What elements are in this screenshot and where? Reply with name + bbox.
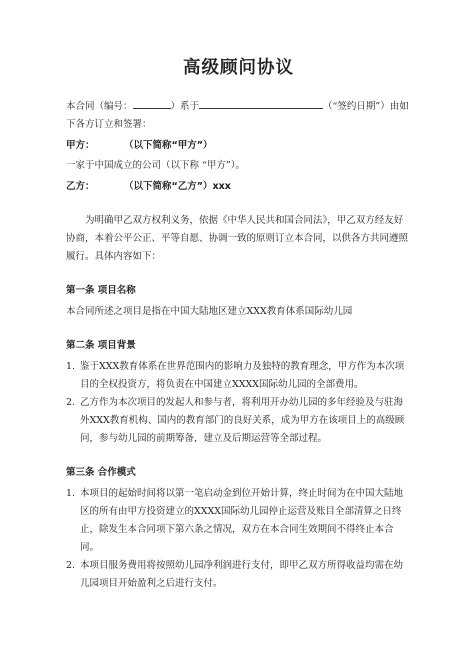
article-2-heading: 第二条 项目背景 (66, 340, 136, 351)
article-3-item (66, 557, 411, 593)
item-text: 乙方作为本次项目的发起人和参与者，将利用开办幼儿园的多年经验及与驻海外XXX教育机构、国内的教育部门的良好关系，成为甲方在该项目上的高级顾问，参与幼儿园的前期筹备，建立及后期运营等全部过程。 (80, 397, 405, 444)
party-b-label: 乙方： (66, 181, 95, 192)
intro-text-2: ）系于 (170, 101, 200, 112)
article-3-heading: 第三条 合作模式 (66, 467, 136, 478)
party-a-alias: （以下简称“甲方”） (124, 140, 213, 151)
article-3-item (66, 485, 411, 557)
party-a-description: 一家于中国成立的公司（以下称 “甲方”）。 (66, 160, 245, 171)
party-b-alias: （以下简称“乙方”）xxx (124, 181, 231, 192)
intro-paragraph (66, 96, 411, 134)
item-number: 1. (66, 488, 76, 499)
document-title: 高级顾问协议 (183, 58, 294, 78)
signing-date-blank (199, 96, 323, 109)
preamble-paragraph: 为明确甲乙双方权利义务，依据《中华人民共和国合同法》，甲乙双方经友好协商，本着公平公正、平等自愿、协调一致的原则订立本合同，以供各方共同遵照履行。具体内容如下： (66, 215, 409, 262)
item-number: 2. (66, 560, 76, 571)
item-number: 2. (66, 397, 76, 408)
article-2-item (66, 394, 411, 448)
item-text: 鉴于XXX教育体系在世界范围内的影响力及独特的教育理念，甲方作为本次项目的全权投资方，将负责在中国建立XXXX国际幼儿园的全部费用。 (80, 361, 405, 390)
item-text: 本项目的起始时间将以第一笔启动金到位开始计算，终止时间为在中国大陆地区的所有由甲方投资建立的XXXX国际幼儿园停止运营及账目全部清算之日终止，除发生本合同项下第六条之情况，双方在本合同生效期间不得终止本合同。 (80, 488, 404, 553)
article-1-heading: 第一条 项目名称 (66, 285, 136, 296)
article-1-body: 本合同所述之项目是指在中国大陆地区建立XXX教育体系国际幼儿园 (66, 306, 353, 317)
contract-number-blank (133, 96, 171, 109)
item-text: 本项目服务费用将按照幼儿园净利润进行支付，即甲乙双方所得收益均需在幼儿园项目开始盈利之后进行支付。 (80, 560, 404, 589)
party-b-line (66, 178, 411, 196)
party-a-line (66, 137, 411, 155)
article-2-item (66, 358, 411, 394)
item-number: 1. (66, 361, 76, 372)
intro-text-1: 本合同（编号： (66, 101, 133, 112)
party-a-label: 甲方： (66, 140, 95, 151)
intro-text-3: （“签约日期”）由如下各方订立和签署： (66, 101, 409, 130)
